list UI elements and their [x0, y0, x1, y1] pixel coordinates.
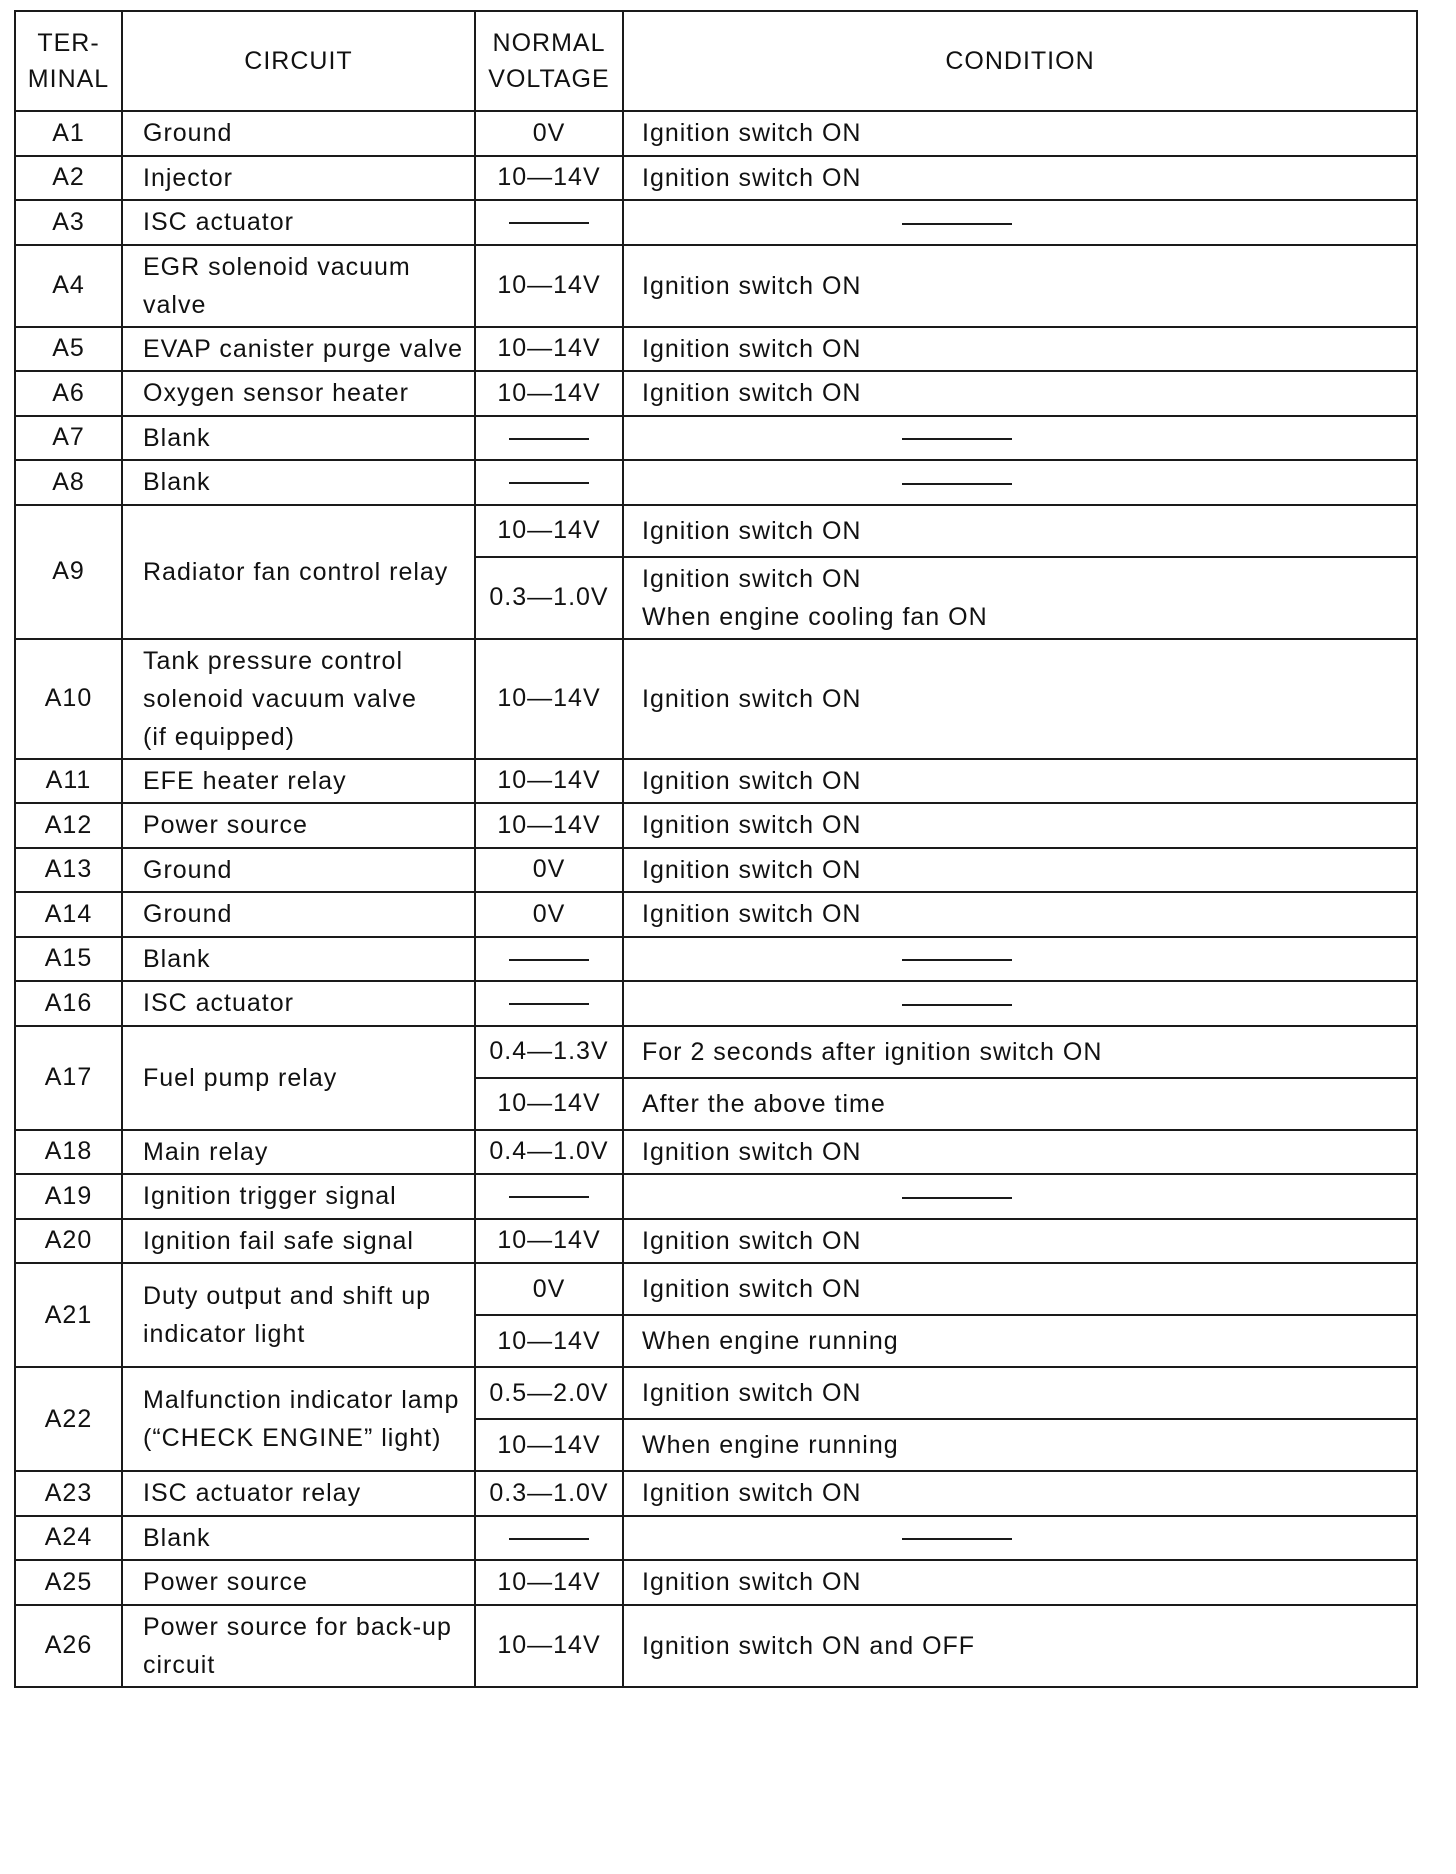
condition-cell: When engine running	[623, 1315, 1417, 1367]
condition-cell: Ignition switch ON	[623, 803, 1417, 848]
circuit-cell: EVAP canister purge valve	[122, 327, 475, 372]
voltage-cell	[475, 1516, 623, 1561]
voltage-cell: 0V	[475, 892, 623, 937]
terminal-cell: A1	[15, 111, 122, 156]
condition-cell: Ignition switch ON	[623, 327, 1417, 372]
condition-cell: For 2 seconds after ignition switch ON	[623, 1026, 1417, 1078]
voltage-cell: 10—14V	[475, 1419, 623, 1471]
table-row	[15, 1263, 1417, 1315]
empty-value-dash	[902, 438, 1012, 440]
header-row	[15, 11, 1417, 111]
condition-cell	[623, 460, 1417, 505]
header-voltage: NORMAL VOLTAGE	[475, 11, 623, 111]
condition-cell: Ignition switch ON	[623, 1471, 1417, 1516]
terminal-cell: A5	[15, 327, 122, 372]
voltage-cell: 0.3—1.0V	[475, 557, 623, 639]
terminal-cell: A21	[15, 1263, 122, 1367]
voltage-cell: 0.3—1.0V	[475, 1471, 623, 1516]
condition-cell: After the above time	[623, 1078, 1417, 1130]
empty-value-dash	[902, 1004, 1012, 1006]
table-row	[15, 416, 1417, 461]
voltage-cell	[475, 416, 623, 461]
terminal-cell: A23	[15, 1471, 122, 1516]
header-circuit: CIRCUIT	[122, 11, 475, 111]
circuit-cell: Ground	[122, 892, 475, 937]
table-row	[15, 1174, 1417, 1219]
empty-value-dash	[902, 1197, 1012, 1199]
table-row	[15, 327, 1417, 372]
terminal-cell: A10	[15, 639, 122, 759]
condition-cell	[623, 1516, 1417, 1561]
voltage-cell: 10—14V	[475, 1078, 623, 1130]
table-row	[15, 1605, 1417, 1687]
circuit-cell: EFE heater relay	[122, 759, 475, 804]
condition-cell	[623, 981, 1417, 1026]
voltage-cell	[475, 200, 623, 245]
condition-cell: Ignition switch ON	[623, 111, 1417, 156]
circuit-cell: Blank	[122, 937, 475, 982]
table-row	[15, 156, 1417, 201]
terminal-cell: A26	[15, 1605, 122, 1687]
empty-value-dash	[509, 1538, 589, 1540]
condition-cell: Ignition switch ON	[623, 1263, 1417, 1315]
circuit-cell: Power source for back-up circuit	[122, 1605, 475, 1687]
empty-value-dash	[902, 959, 1012, 961]
voltage-cell: 0.4—1.3V	[475, 1026, 623, 1078]
voltage-cell: 10—14V	[475, 1560, 623, 1605]
terminal-cell: A8	[15, 460, 122, 505]
condition-cell: Ignition switch ON and OFF	[623, 1605, 1417, 1687]
table-row	[15, 848, 1417, 893]
circuit-cell: Tank pressure control solenoid vacuum valve (if equipped)	[122, 639, 475, 759]
condition-cell: Ignition switch ON	[623, 892, 1417, 937]
voltage-cell: 0V	[475, 1263, 623, 1315]
circuit-cell: EGR solenoid vacuum valve	[122, 245, 475, 327]
table-row	[15, 200, 1417, 245]
condition-cell: Ignition switch ON	[623, 505, 1417, 557]
empty-value-dash	[902, 223, 1012, 225]
table-row	[15, 1471, 1417, 1516]
circuit-cell: Fuel pump relay	[122, 1026, 475, 1130]
table-row	[15, 1026, 1417, 1078]
voltage-cell: 10—14V	[475, 327, 623, 372]
terminal-voltage-sheet	[14, 10, 1416, 1688]
table-row	[15, 1367, 1417, 1419]
terminal-cell: A12	[15, 803, 122, 848]
terminal-cell: A4	[15, 245, 122, 327]
table-row	[15, 505, 1417, 557]
condition-cell: When engine running	[623, 1419, 1417, 1471]
empty-value-dash	[902, 1538, 1012, 1540]
condition-cell	[623, 937, 1417, 982]
circuit-cell: Ground	[122, 848, 475, 893]
voltage-cell: 10—14V	[475, 156, 623, 201]
header-terminal: TER- MINAL	[15, 11, 122, 111]
empty-value-dash	[509, 438, 589, 440]
voltage-cell: 0V	[475, 111, 623, 156]
terminal-cell: A20	[15, 1219, 122, 1264]
condition-cell: Ignition switch ON	[623, 371, 1417, 416]
voltage-cell	[475, 937, 623, 982]
condition-cell: Ignition switch ON	[623, 848, 1417, 893]
voltage-cell: 0.4—1.0V	[475, 1130, 623, 1175]
condition-cell: Ignition switch ON	[623, 245, 1417, 327]
circuit-cell: Power source	[122, 1560, 475, 1605]
terminal-cell: A15	[15, 937, 122, 982]
header-condition: CONDITION	[623, 11, 1417, 111]
circuit-cell: Main relay	[122, 1130, 475, 1175]
circuit-cell: Malfunction indicator lamp (“CHECK ENGINE” light)	[122, 1367, 475, 1471]
circuit-cell: ISC actuator	[122, 200, 475, 245]
circuit-cell: Blank	[122, 460, 475, 505]
table-row	[15, 759, 1417, 804]
condition-cell: Ignition switch ON When engine cooling fan ON	[623, 557, 1417, 639]
voltage-cell: 10—14V	[475, 803, 623, 848]
terminal-voltage-table	[14, 10, 1418, 1688]
terminal-cell: A9	[15, 505, 122, 639]
condition-cell: Ignition switch ON	[623, 759, 1417, 804]
condition-cell	[623, 1174, 1417, 1219]
voltage-cell	[475, 981, 623, 1026]
table-row	[15, 1560, 1417, 1605]
condition-cell: Ignition switch ON	[623, 1560, 1417, 1605]
table-row	[15, 245, 1417, 327]
circuit-cell: Ground	[122, 111, 475, 156]
table-row	[15, 1516, 1417, 1561]
table-row	[15, 892, 1417, 937]
terminal-cell: A16	[15, 981, 122, 1026]
circuit-cell: ISC actuator relay	[122, 1471, 475, 1516]
circuit-cell: Blank	[122, 1516, 475, 1561]
empty-value-dash	[509, 222, 589, 224]
empty-value-dash	[509, 482, 589, 484]
circuit-cell: Ignition fail safe signal	[122, 1219, 475, 1264]
table-row	[15, 937, 1417, 982]
table-row	[15, 981, 1417, 1026]
circuit-cell: Power source	[122, 803, 475, 848]
table-row	[15, 1219, 1417, 1264]
table-row	[15, 1130, 1417, 1175]
condition-cell: Ignition switch ON	[623, 1367, 1417, 1419]
circuit-cell: Duty output and shift up indicator light	[122, 1263, 475, 1367]
empty-value-dash	[509, 1003, 589, 1005]
terminal-cell: A24	[15, 1516, 122, 1561]
condition-cell	[623, 416, 1417, 461]
table-row	[15, 460, 1417, 505]
condition-cell	[623, 200, 1417, 245]
condition-cell: Ignition switch ON	[623, 1219, 1417, 1264]
circuit-cell: Blank	[122, 416, 475, 461]
terminal-cell: A13	[15, 848, 122, 893]
condition-cell: Ignition switch ON	[623, 639, 1417, 759]
terminal-cell: A11	[15, 759, 122, 804]
voltage-cell: 10—14V	[475, 1605, 623, 1687]
voltage-cell	[475, 1174, 623, 1219]
voltage-cell: 10—14V	[475, 1219, 623, 1264]
empty-value-dash	[902, 483, 1012, 485]
terminal-cell: A6	[15, 371, 122, 416]
terminal-cell: A25	[15, 1560, 122, 1605]
voltage-cell: 10—14V	[475, 245, 623, 327]
circuit-cell: Radiator fan control relay	[122, 505, 475, 639]
voltage-cell: 0V	[475, 848, 623, 893]
table-row	[15, 371, 1417, 416]
terminal-cell: A14	[15, 892, 122, 937]
circuit-cell: ISC actuator	[122, 981, 475, 1026]
condition-cell: Ignition switch ON	[623, 1130, 1417, 1175]
terminal-cell: A19	[15, 1174, 122, 1219]
circuit-cell: Ignition trigger signal	[122, 1174, 475, 1219]
terminal-cell: A18	[15, 1130, 122, 1175]
terminal-cell: A17	[15, 1026, 122, 1130]
condition-cell: Ignition switch ON	[623, 156, 1417, 201]
table-row	[15, 803, 1417, 848]
voltage-cell	[475, 460, 623, 505]
voltage-cell: 10—14V	[475, 1315, 623, 1367]
terminal-cell: A2	[15, 156, 122, 201]
terminal-cell: A7	[15, 416, 122, 461]
table-row	[15, 639, 1417, 759]
terminal-cell: A22	[15, 1367, 122, 1471]
empty-value-dash	[509, 1196, 589, 1198]
voltage-cell: 0.5—2.0V	[475, 1367, 623, 1419]
voltage-cell: 10—14V	[475, 639, 623, 759]
terminal-cell: A3	[15, 200, 122, 245]
voltage-cell: 10—14V	[475, 759, 623, 804]
voltage-cell: 10—14V	[475, 505, 623, 557]
circuit-cell: Oxygen sensor heater	[122, 371, 475, 416]
voltage-cell: 10—14V	[475, 371, 623, 416]
circuit-cell: Injector	[122, 156, 475, 201]
table-row	[15, 111, 1417, 156]
empty-value-dash	[509, 959, 589, 961]
